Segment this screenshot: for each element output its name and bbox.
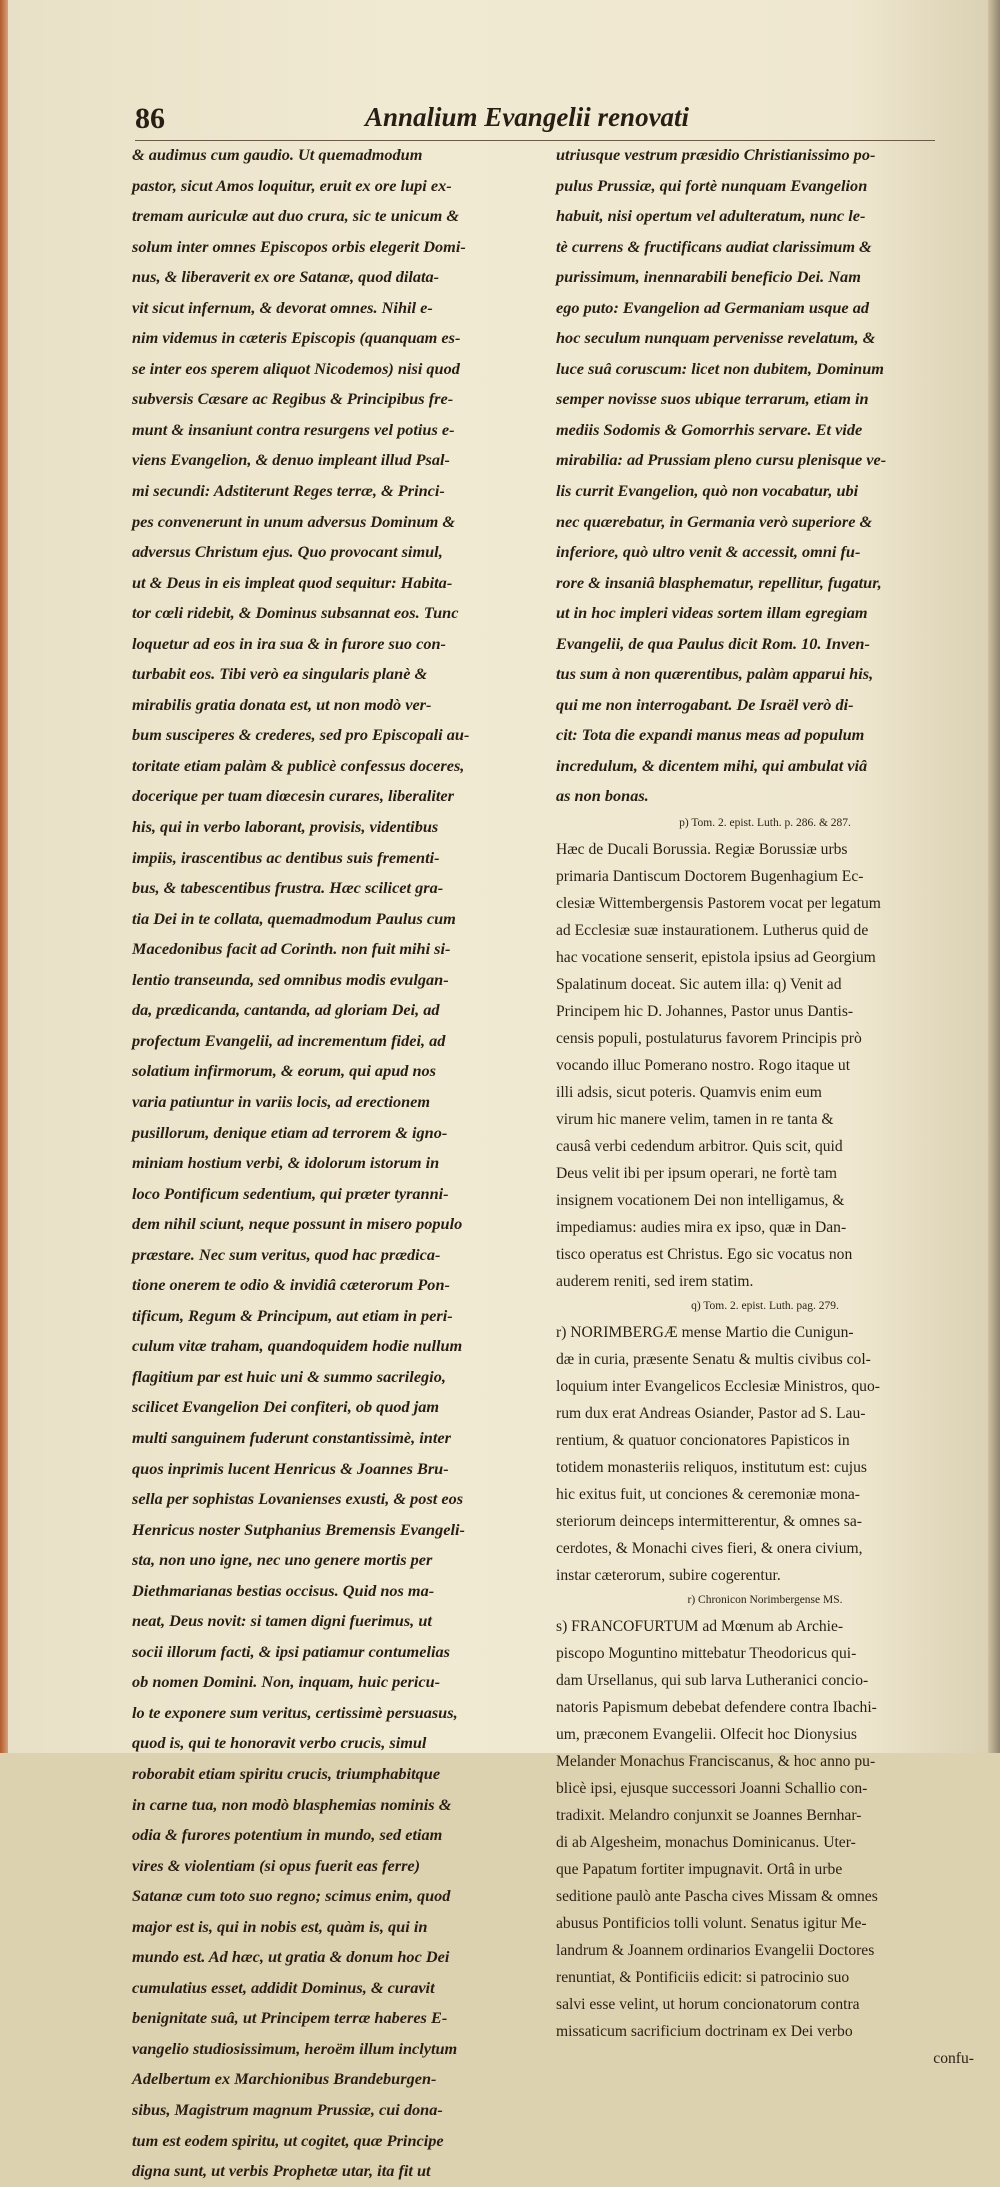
text-line: primaria Dantiscum Doctorem Bugenhagium Ec- [556,868,864,886]
text-line: Principem hic D. Johannes, Pastor unus Dantis- [556,1003,854,1021]
text-line: cumulatius esset, addidit Dominus, & curavit [132,1977,435,1997]
text-line: impiis, irascentibus ac dentibus suis frementi- [132,847,440,867]
text-line: neat, Deus novit: si tamen digni fuerimus, ut [132,1611,432,1631]
right-roman-block-3 [556,1613,974,2045]
text-line: subversis Cæsare ac Regibus & Principibus fre- [132,389,454,409]
text-line: bus, & tabescentibus frustra. Hæc scilicet gra- [132,878,444,898]
text-line: missaticum sacrificium doctrinam ex Dei verbo [556,2023,853,2041]
footnote-q: q) Tom. 2. epist. Luth. pag. 279. [691,1300,839,1313]
text-line: pastor, sicut Amos loquitur, eruit ex ore lupi ex- [132,175,452,195]
text-line: scilicet Evangelion Dei confiteri, ob quod jam [132,1397,440,1417]
text-line: totidem monasteriis reliquos, institutum est: cujus [556,1459,867,1477]
text-line: nec quærebatur, in Germania verò superiore & [556,511,873,531]
text-line: loquium inter Evangelicos Ecclesiæ Ministros, quo- [556,1378,880,1396]
text-line: vangelio studiosissimum, heroëm illum inclytum [132,2038,458,2058]
text-line: mirabilia: ad Prussiam pleno cursu plenisque ve- [556,450,887,470]
footnote-r: r) Chronicon Norimbergense MS. [687,1594,843,1607]
text-line: illi adsis, sicut poteris. Quamvis enim eum [556,1084,822,1102]
text-line: ut in hoc impleri videas sortem illam egregiam [556,603,868,623]
text-line: as non bonas. [556,786,649,806]
text-line: um, præconem Evangelii. Olfecit hoc Dionysius [556,1726,857,1744]
text-line: præstare. Nec sum veritus, quod hac prædica- [132,1244,441,1264]
text-line: viens Evangelion, & denuo impleant illud Psal- [132,450,450,470]
text-line: auderem reniti, sed irem statim. [556,1273,754,1291]
text-line: pulus Prussiæ, qui fortè nunquam Evangelion [556,175,868,195]
text-line: piscopo Moguntino mittebatur Theodoricus qui- [556,1645,857,1663]
text-line: habuit, nisi opertum vel adulteratum, nunc le- [556,206,866,226]
text-line: Melander Monachus Franciscanus, & hoc anno pu- [556,1753,876,1771]
text-line: major est is, qui in nobis est, quàm is, qui in [132,1916,428,1936]
text-line: Adelbertum ex Marchionibus Brandeburgen- [132,2069,437,2089]
text-line: incredulum, & dicentem mihi, qui ambulat viâ [556,755,868,775]
text-line: semper novisse suos ubique terrarum, etiam in [556,389,869,409]
text-line: tione onerem te odio & invidiâ cæterorum Pon- [132,1275,450,1295]
right-italic-block-1 [556,140,974,812]
text-line: miniam hostium verbi, & idolorum istorum in [132,1153,440,1173]
text-line: tus sum à non quærentibus, palàm apparui his, [556,664,874,684]
left-column [132,140,544,2181]
text-line: natoris Papismum debebat defendere contra Ibachi- [556,1699,877,1717]
text-line: renuntiat, & Pontificiis edicit: si patrocinio suo [556,1969,850,1987]
text-line: dam Ursellanus, qui sub larva Lutheranici concio- [556,1672,869,1690]
text-line: flagitium par est huic uni & summo sacrilegio, [132,1366,446,1386]
text-line: docerique per tuam diœcesin curares, liberaliter [132,786,454,806]
page-right-edge [988,0,1000,1753]
text-line: ego puto: Evangelion ad Germaniam usque ad [556,297,869,317]
text-line: benignitate suâ, ut Principem terræ haberes E- [132,2008,448,2028]
text-line: utriusque vestrum præsidio Christianissimo po- [556,145,876,164]
text-line: lentio transeunda, sed omnibus modis evulgan- [132,969,449,989]
text-line: rore & insaniâ blasphematur, repellitur, fugatur, [556,572,882,592]
text-line: cerdotes, & Monachi cives fieri, & onera civium, [556,1540,863,1558]
page-number: 86 [135,102,165,135]
text-line: loquetur ad eos in ira sua & in furore suo con- [132,633,446,653]
text-line: vocando illuc Pomerano nostro. Rogo itaque ut [556,1057,851,1075]
page-header [135,100,935,141]
text-line: landrum & Joannem ordinarios Evangelii Doctores [556,1942,875,1960]
text-line: Henricus noster Sutphanius Bremensis Evangeli- [132,1519,465,1539]
text-line: blicè ipsi, ejusque successori Joanni Schallio con- [556,1780,868,1798]
text-line: tisco operatus est Christus. Ego sic vocatus non [556,1246,853,1264]
text-line: nus, & liberaverit ex ore Satanæ, quod dilata- [132,267,440,287]
running-title: Annalium Evangelii renovati [365,102,690,132]
text-line: hac vocatione senserit, epistola ipsius ad Georgium [556,949,876,967]
text-line: clesiæ Wittembergensis Pastorem vocat per legatum [556,895,881,913]
text-line: insignem vocationem Dei non intelligamus, & [556,1192,845,1210]
text-line: Evangelii, de qua Paulus dicit Rom. 10. Inven- [556,633,870,653]
text-line: lo te exponere sum veritus, certissimè persuasus, [132,1702,458,1722]
text-line: rum dux erat Andreas Osiander, Pastor ad S. Lau- [556,1405,866,1423]
text-line: rentium, & quatuor concionatores Papisticos in [556,1432,850,1450]
text-line: Deus velit ibi per ipsum operari, ne fortè tam [556,1165,838,1183]
text-line: adversus Christum ejus. Quo provocant simul, [132,542,443,562]
text-line: se inter eos sperem aliquot Nicodemos) nisi quod [132,358,460,378]
text-line: causâ verbi cedendum arbitror. Quis scit, quid [556,1138,843,1156]
text-line: roborabit etiam spiritu crucis, triumphabitque [132,1763,441,1783]
text-line: salvi esse velint, ut horum concionatorum contra [556,1996,860,2014]
text-line: mediis Sodomis & Gomorrhis servare. Et vide [556,419,863,439]
text-line: tè currens & fructificans audiat clarissimum & [556,236,872,256]
text-line: nim videmus in cæteris Episcopis (quanquam es- [132,328,461,348]
text-line: purissimum, inennarabili beneficio Dei. Nam [556,267,861,287]
text-line: sella per sophistas Lovanienses exusti, & post eos [132,1489,464,1509]
text-line: solum inter omnes Episcopos orbis elegerit Domi- [132,236,466,256]
text-line: abusus Pontificios tolli volunt. Senatus igitur Me- [556,1915,867,1933]
text-line: munt & insaniunt contra resurgens vel potius e- [132,419,455,439]
text-line: sta, non uno igne, nec uno genere mortis per [132,1550,433,1570]
page-left-edge [0,0,8,1753]
catchword: confu- [933,2050,974,2068]
text-line: ut & Deus in eis impleat quod sequitur: Habita- [132,572,453,592]
text-line: pusillorum, denique etiam ad terrorem & igno- [132,1122,448,1142]
text-line: mirabilis gratia donata est, ut non modò ver- [132,694,432,714]
text-line: odia & furores potentium in mundo, sed etiam [132,1825,443,1845]
text-line: sibus, Magistrum magnum Prussiæ, cui dona- [132,2100,443,2119]
text-line: Diethmarianas bestias occisus. Quid nos ma- [132,1580,435,1600]
text-line: solatium infirmorum, & eorum, qui apud nos [132,1061,437,1081]
text-line: quod is, qui te honoravit verbo crucis, simul [132,1733,427,1753]
text-line: digna sunt, ut verbis Prophetæ utar, ita fit ut [132,2161,431,2181]
text-line: qui me non interrogabant. De Israël verò di- [556,694,854,714]
text-line: Spalatinum doceat. Sic autem illa: q) Venit ad [556,976,842,994]
text-line: Satanæ cum toto suo regno; scimus enim, quod [132,1886,451,1906]
text-line: profectum Evangelii, ad incrementum fidei, ad [132,1030,446,1050]
right-roman-block-1 [556,836,974,1295]
text-line: tradixit. Melandro conjunxit se Joannes Bernhar- [556,1807,862,1825]
text-line: vires & violentiam (si opus fuerit eas ferre) [132,1855,421,1875]
text-line: seditione paulò ante Pascha cives Missam & omnes [556,1888,878,1906]
text-line: lis currit Evangelion, quò non vocabatur, ubi [556,481,859,501]
text-line: virum hic manere velim, tamen in re tanta & [556,1111,834,1129]
text-line: hic exitus fuit, ut conciones & ceremoniæ mona- [556,1486,861,1504]
text-line: s) FRANCOFURTUM ad Mœnum ab Archie- [556,1618,844,1636]
text-line: ob nomen Domini. Non, inquam, huic pericu- [132,1672,441,1692]
text-line: his, qui in verbo laborant, provisis, videntibus [132,817,439,837]
text-line: da, prædicanda, cantanda, ad gloriam Dei, ad [132,1000,440,1020]
text-line: vit sicut infernum, & devorat omnes. Nihil e- [132,297,433,317]
text-line: tor cœli ridebit, & Dominus subsannat eos. Tunc [132,603,459,623]
text-line: culum vitæ traham, quandoquidem hodie nullum [132,1336,463,1356]
text-line: varia patiuntur in variis locis, ad erectionem [132,1091,431,1111]
text-line: & audimus cum gaudio. Ut quemadmodum [132,145,423,164]
text-line: mi secundi: Adstiterunt Reges terræ, & Princi- [132,481,445,501]
text-line: quos inprimis lucent Henricus & Joannes Bru- [132,1458,449,1478]
text-line: tificum, Regum & Principum, aut etiam in peri- [132,1305,453,1325]
text-line: impediamus: audies mira ex ipso, quæ in Dan- [556,1219,847,1237]
text-line: di ab Algesheim, monachus Dominicanus. Uter- [556,1834,856,1852]
text-line: Macedonibus facit ad Corinth. non fuit mihi si- [132,939,451,959]
text-line: r) NORIMBERGÆ mense Martio die Cunigun- [556,1324,854,1342]
text-line: tia Dei in te collata, quemadmodum Paulus cum [132,908,456,928]
text-line: dæ in curia, præsente Senatu & multis civibus col- [556,1351,871,1369]
text-line: tremam auriculæ aut duo crura, sic te unicum & [132,206,460,226]
text-line: hoc seculum nunquam pervenisse revelatum, & [556,328,876,348]
text-line: Hæc de Ducali Borussia. Regiæ Borussiæ urbs [556,841,848,859]
text-line: socii illorum facti, & ipsi patiamur contumelias [132,1641,450,1661]
text-line: loco Pontificum sedentium, qui præter tyranni- [132,1183,449,1203]
right-roman-block-2 [556,1319,974,1589]
right-column [556,140,974,2068]
text-line: pes convenerunt in unum adversus Dominum & [132,511,455,531]
text-line: luce suâ coruscum: licet non dubitem, Dominum [556,358,884,378]
text-line: steriorum deinceps intermitterentur, & omnes sa- [556,1513,862,1531]
footnote-p: p) Tom. 2. epist. Luth. p. 286. & 287. [679,817,851,830]
text-line: in carne tua, non modò blasphemias nominis & [132,1794,452,1814]
text-line: turbabit eos. Tibi verò ea singularis planè & [132,664,428,684]
text-line: que Papatum fortiter impugnavit. Ortâ in urbe [556,1861,843,1879]
text-line: dem nihil sciunt, neque possunt in misero populo [132,1214,463,1234]
text-line: mundo est. Ad hæc, ut gratia & donum hoc Dei [132,1947,450,1967]
text-line: tum est eodem spiritu, ut cogitet, quæ Principe [132,2130,444,2150]
text-line: cit: Tota die expandi manus meas ad populum [556,725,865,745]
text-line: censis populi, postulaturus favorem Principis prò [556,1030,862,1048]
text-line: bum susciperes & crederes, sed pro Episcopali au- [132,725,470,745]
text-line: instar cæterorum, subire cogerentur. [556,1567,781,1585]
text-line: inferiore, quò ultro venit & accessit, omni fu- [556,542,861,562]
text-line: ad Ecclesiæ suæ instaurationem. Lutherus quid de [556,922,869,940]
text-line: multi sanguinem fuderunt constantissimè, inter [132,1427,451,1447]
text-line: toritate etiam palàm & publicè confessus doceres, [132,755,465,775]
